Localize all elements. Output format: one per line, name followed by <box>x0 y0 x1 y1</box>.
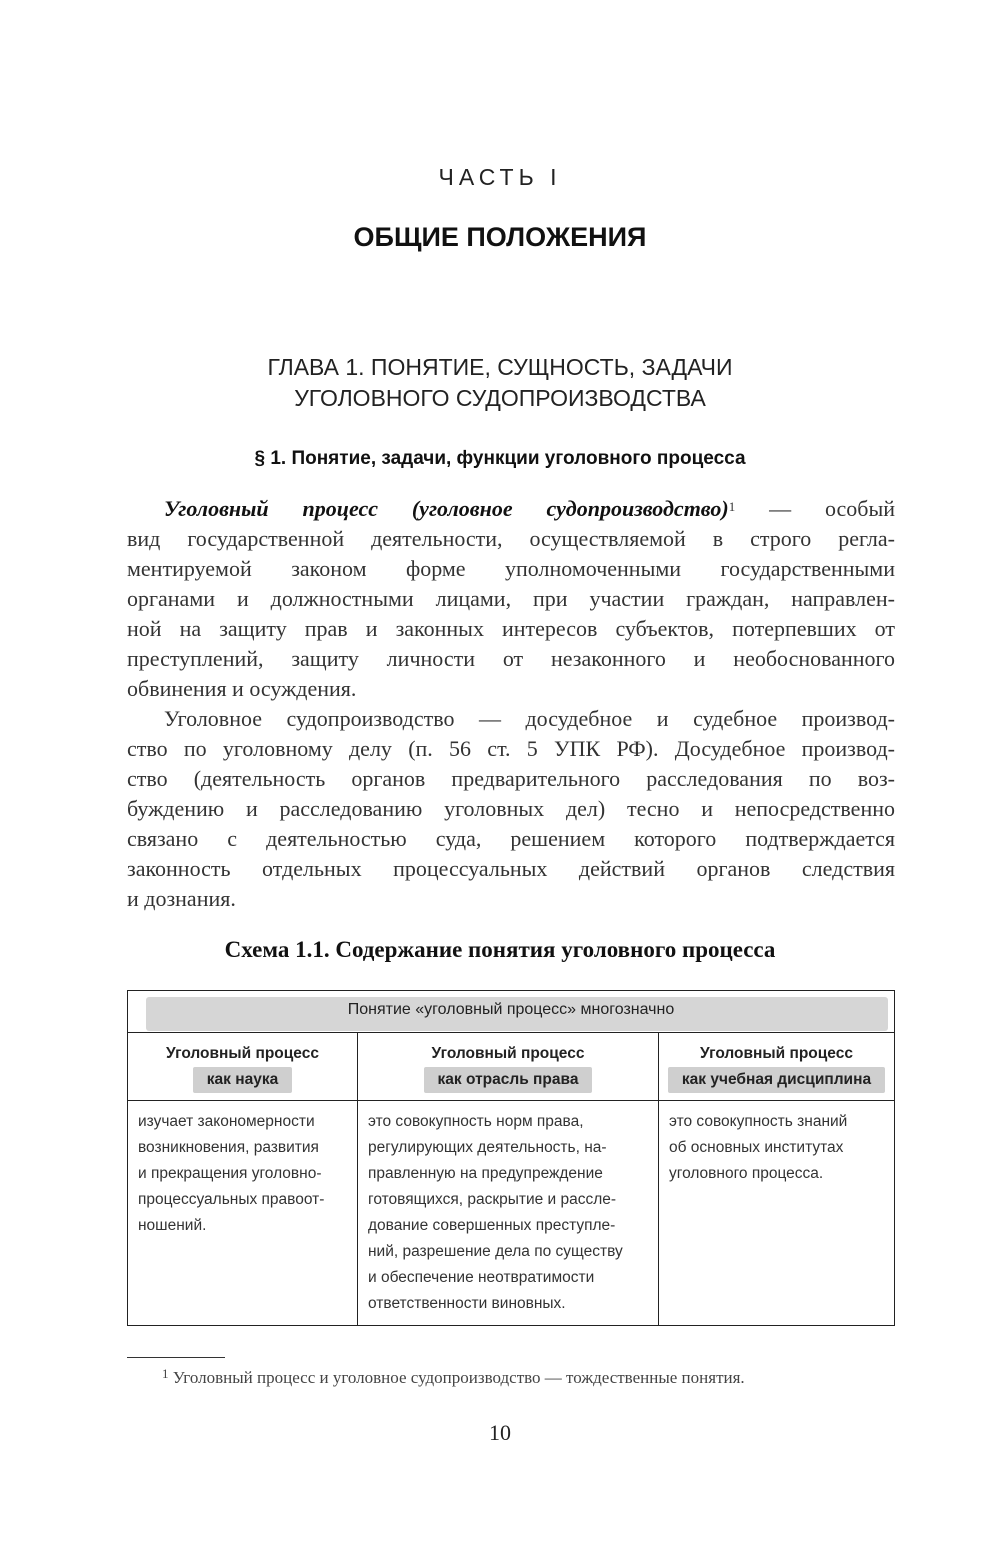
column-header-line: Уголовный процесс <box>700 1045 853 1062</box>
column-header <box>358 1033 659 1101</box>
paragraph-line: законность отдельных процессуальных действий органов следствия <box>127 856 895 881</box>
paragraph-line: ной на защиту прав и законных интересов субъектов, потерпевших от <box>127 616 895 641</box>
paragraph-line: ство (деятельность органов предварительного расследования по воз- <box>127 766 895 791</box>
cell-line: возникновения, развития <box>138 1139 319 1156</box>
section-title: § 1. Понятие, задачи, функции уголовного процесса <box>254 448 746 469</box>
column-header-line: Уголовный процесс <box>431 1045 585 1062</box>
part-title: ОБЩИЕ ПОЛОЖЕНИЯ <box>353 222 647 252</box>
column-header-highlight: как отрасль права <box>424 1067 593 1093</box>
page-number: 10 <box>489 1420 511 1445</box>
footnote-ref[interactable]: 1 <box>728 499 736 514</box>
paragraph-line: органами и должностными лицами, при участии граждан, направлен- <box>127 586 895 611</box>
defined-term: Уголовный процесс (уголовное судопроизводство) <box>164 496 729 521</box>
cell-line: ношений. <box>138 1217 207 1234</box>
text: — особый <box>735 496 896 521</box>
column-header <box>128 1033 358 1101</box>
cell-line: это совокупность норм права, <box>368 1113 584 1130</box>
column-cell <box>128 1101 358 1326</box>
cell-line: и прекращения уголовно- <box>138 1165 322 1182</box>
cell-line: готовящихся, раскрытие и рассле- <box>368 1191 617 1208</box>
paragraph-procedure <box>127 704 895 914</box>
paragraph-line: ментируемой законом форме уполномоченными государственными <box>127 556 895 581</box>
part-label: ЧАСТЬ I <box>438 164 562 190</box>
cell-line: процессуальных правоот- <box>138 1191 325 1208</box>
paragraph-line: связано с деятельностью суда, решением которого подтверждается <box>127 826 895 851</box>
footnote-rule <box>127 1357 225 1358</box>
column-header-highlight: как учебная дисциплина <box>668 1067 885 1093</box>
column-cell <box>659 1101 895 1326</box>
column-header <box>659 1033 895 1101</box>
chapter-title-line: ГЛАВА 1. ПОНЯТИЕ, СУЩНОСТЬ, ЗАДАЧИ <box>267 354 733 380</box>
paragraph-definition <box>127 494 895 704</box>
cell-line: и обеспечение неотвратимости <box>368 1269 595 1286</box>
table-top-label: Понятие «уголовный процесс» многозначно <box>347 1001 675 1018</box>
column-cell <box>358 1101 659 1326</box>
cell-line: дование совершенных преступле- <box>368 1217 616 1234</box>
table-top-header <box>128 991 895 1033</box>
paragraph-line: и дознания. <box>127 886 236 911</box>
footnote-text: Уголовный процесс и уголовное судопроизводство — тождественные понятия. <box>168 1368 745 1387</box>
chapter-title-line: УГОЛОВНОГО СУДОПРОИЗВОДСТВА <box>294 385 706 411</box>
footnote <box>162 1368 745 1388</box>
cell-line: ответственности виновных. <box>368 1295 566 1312</box>
cell-line: об основных институтах <box>669 1139 844 1156</box>
cell-line: изучает закономерности <box>138 1113 315 1130</box>
paragraph-line <box>127 494 895 524</box>
column-header-highlight: как наука <box>193 1067 292 1093</box>
paragraph-line: обвинения и осуждения. <box>127 676 357 701</box>
paragraph-line: Уголовное судопроизводство — досудебное и судебное производ- <box>164 706 895 731</box>
scheme-table <box>127 990 895 1326</box>
cell-line: уголовного процесса. <box>669 1165 824 1182</box>
paragraph-line: вид государственной деятельности, осуществляемой в строго регла- <box>127 526 895 551</box>
chapter-title <box>0 352 1000 414</box>
footnote-mark: 1 <box>162 1366 169 1381</box>
cell-line: это совокупность знаний <box>669 1113 848 1130</box>
scheme-title: Схема 1.1. Содержание понятия уголовного процесса <box>224 937 776 962</box>
cell-line: правленную на предупреждение <box>368 1165 603 1182</box>
paragraph-line: преступлений, защиту личности от незаконного и необоснованного <box>127 646 895 671</box>
paragraph-line: буждению и расследованию уголовных дел) тесно и непосредственно <box>127 796 895 821</box>
cell-line: регулирующих деятельность, на- <box>368 1139 607 1156</box>
paragraph-line: ство по уголовному делу (п. 56 ст. 5 УПК РФ). Досудебное производ- <box>127 736 895 761</box>
column-header-line: Уголовный процесс <box>166 1045 319 1062</box>
cell-line: ний, разрешение дела по существу <box>368 1243 623 1260</box>
